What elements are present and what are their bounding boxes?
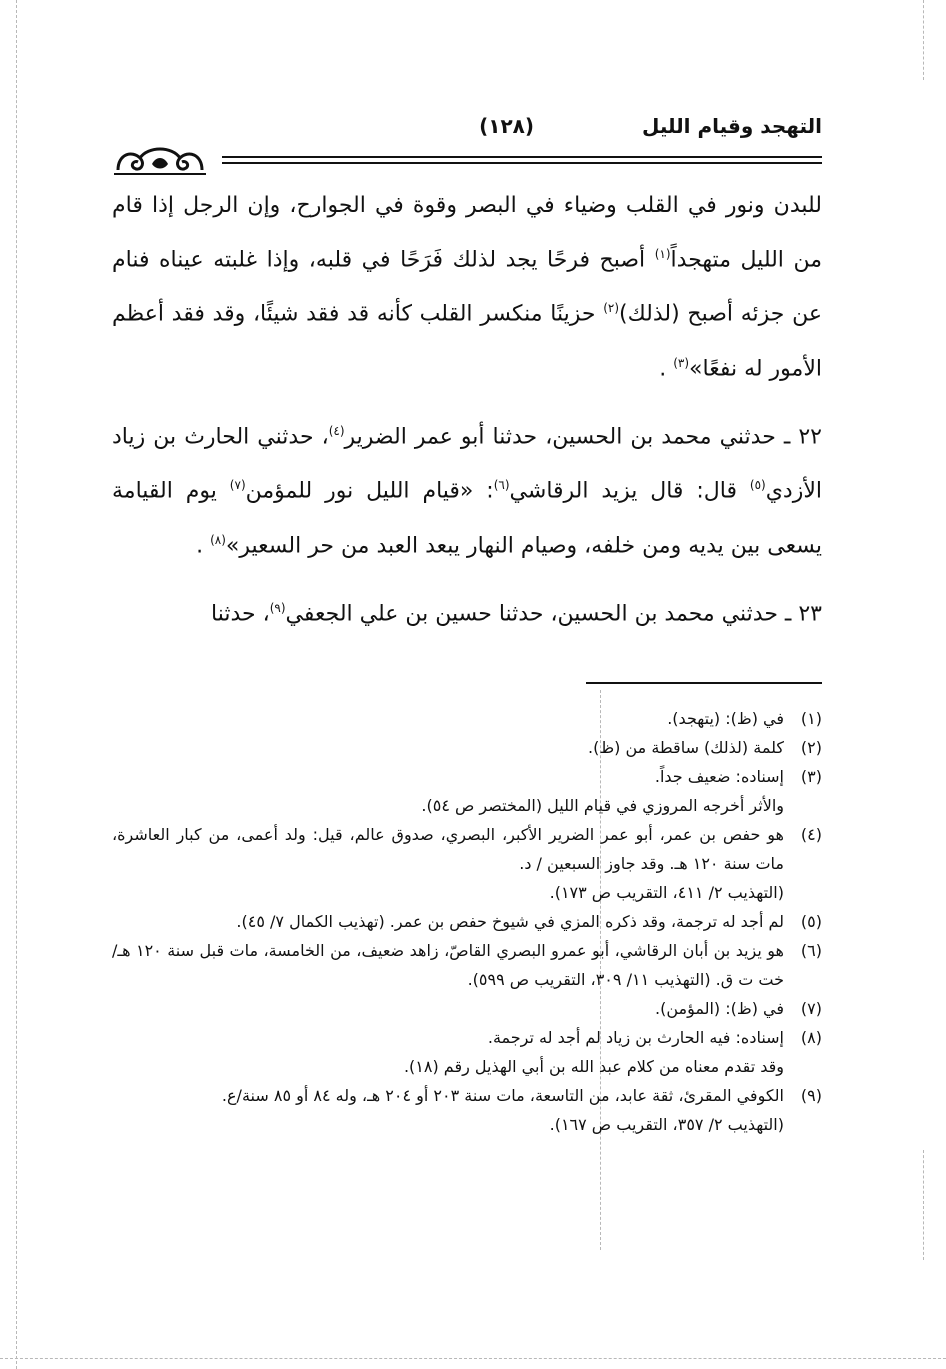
footnote-8-continuation: وقد تقدم معناه من كلام عبد الله بن أبي الهذيل رقم (١٨).	[403, 1057, 784, 1076]
footnote-ref: (٩)	[269, 600, 286, 615]
footnote-ref: (٦)	[493, 478, 510, 493]
scroll-ornament-icon	[112, 138, 208, 178]
footnote-9-continuation: (التهذيب ٢/ ٣٥٧، التقريب ص ١٦٧).	[549, 1115, 784, 1134]
footnote-ref: (٢)	[603, 301, 620, 316]
cut-mark-bottom	[0, 1358, 946, 1359]
footnote-2: (٢) كلمة (لذلك) ساقطة من (ظ).	[588, 738, 822, 757]
footnote-ref: (٣)	[673, 355, 690, 370]
footnote-ref: (١)	[654, 247, 671, 261]
footnote-5: (٥) لم أجد له ترجمة، وقد ذكره المزي في شيوخ حفص بن عمر. (تهذيب الكمال ٧/ ٤٥).	[236, 912, 822, 931]
cut-mark-left	[16, 0, 17, 1369]
footnote-ref: (٥)	[749, 478, 766, 493]
running-title: التهجد وقيام الليل	[641, 114, 822, 138]
book-page	[112, 100, 822, 1280]
footnote-8: (٨) إسناده: فيه الحارث بن زياد لم أجد له ترجمة.	[487, 1028, 822, 1047]
paragraph-23: ٢٣ ـ حدثني محمد بن الحسين، حدثنا حسين بن علي الجعفي$^{(٩)}$، حدثنا	[211, 600, 822, 627]
footnote-3-continuation: والأثر أخرجه المروزي في قيام الليل (المختصر ص ٥٤).	[421, 796, 784, 815]
paragraph-22: ٢٢ ـ حدثني محمد بن الحسين، حدثنا أبو عمر الضرير$^{(٤)}$، حدثني الحارث بن زياد الأزدي$^{(٥)}$ قال: قال يزيد الرقاشي$^{(٦)}$: «قيام الليل نور للمؤمن$^{(٧)}$ يوم القيامة يسعى بين يديه ومن خلفه، وصيام النهار يبعد العبد من حر السعير»$^{(٨)}$ .	[112, 423, 823, 558]
footnote-4-continuation: (التهذيب ٢/ ٤١١، التقريب ص ١٧٣).	[549, 883, 784, 902]
header-rule-top	[222, 156, 822, 158]
footnote-ref: (٨)	[210, 532, 226, 547]
footnote-7: (٧) في (ظ): (المؤمن).	[655, 999, 822, 1018]
footnotes	[112, 704, 822, 1139]
footnote-separator	[586, 682, 822, 684]
cut-mark-right	[923, 0, 924, 80]
header-rule-bottom	[222, 162, 822, 164]
page-number: (١٢٨)	[479, 114, 534, 138]
main-text	[112, 182, 822, 638]
footnote-1: (١) في (ظ): (يتهجد).	[667, 709, 822, 728]
footnote-9: (٩) الكوفي المقرئ، ثقة عابد، من التاسعة، مات سنة ٢٠٣ أو ٢٠٤ هـ، وله ٨٤ أو ٨٥ سنة/ع.	[221, 1086, 822, 1105]
cut-mark-right-low	[923, 1150, 924, 1260]
footnote-4: (٤) هو حفص بن عمر، أبو عمر الضرير الأكبر، البصري، صدوق عالم، قيل: ولد أعمى، من كبار العاشرة، مات سنة ١٢٠ هـ. وقد جاوز السبعين / د.	[112, 825, 822, 873]
footnote-6: (٦) هو يزيد بن أبان الرقاشي، أبو عمرو البصري القاصّ، زاهد ضعيف، من الخامسة، مات قبل سنة ١٢٠ هـ/ خت ت ق. (التهذيب ١١/ ٣٠٩، التقريب ص ٥٩٩).	[112, 941, 822, 989]
page-header	[112, 114, 822, 154]
footnote-3: (٣) إسناده: ضعيف جداً.	[654, 767, 822, 786]
footnote-ref: (٧)	[229, 478, 246, 493]
paragraph-continuation: للبدن ونور في القلب وضياء في البصر وقوة في الجوارح، وإن الرجل إذا قام من الليل متهجداً$^{(١)}$ أصبح فرحًا يجد لذلك فَرَحًا في قلبه، وإذا غلبته عيناه فنام عن جزئه أصبح (لذلك)$^{(٢)}$ حزينًا منكسر القلب كأنه قد فقد شيئًا، وقد فقد أعظم الأمور له نفعًا»$^{(٣)}$ .	[112, 193, 822, 381]
footnote-ref: (٤)	[328, 423, 345, 438]
